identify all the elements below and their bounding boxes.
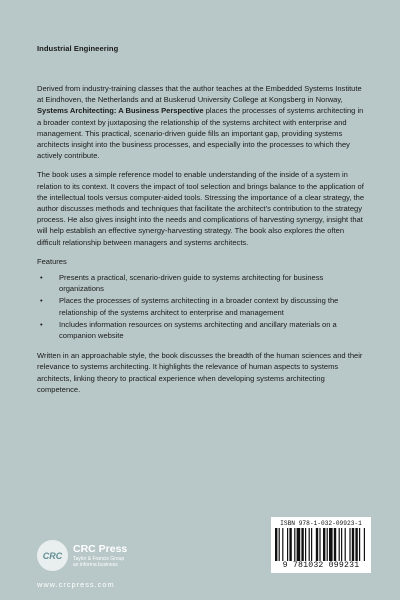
- publisher-url[interactable]: www.crcpress.com: [37, 580, 115, 589]
- barcode-bar: [297, 528, 301, 561]
- feature-item: [37, 272, 367, 294]
- barcode-bar: [355, 528, 357, 561]
- intro-text-end: places the processes of systems architecting in a broader context by juxtaposing the relationship of the systems architect with enterprise and management. This practical, scenario-driven guide fills an important gap, providing systems architects insight into the business processes, and especially into the processes to which they actively contribute.: [37, 106, 364, 161]
- barcode-bar: [282, 528, 283, 561]
- barcode-icon: [275, 528, 367, 561]
- feature-item: [37, 319, 367, 341]
- closing-paragraph: Written in an approachable style, the book discusses the breadth of the human sciences and their relevance to systems architecting. It highlights the relevance of human aspects to systems architects, linking theory to practical experience when developing systems architecting competence.: [37, 351, 363, 394]
- barcode-bar: [305, 528, 306, 561]
- barcode-bar: [279, 528, 280, 561]
- publisher-group: [73, 556, 124, 568]
- barcode-bar: [319, 528, 320, 561]
- isbn-barcode: [271, 517, 371, 573]
- bullet-icon: •: [40, 273, 43, 283]
- barcode-bar: [364, 528, 365, 561]
- barcode-bar: [345, 528, 346, 561]
- publisher-group-line: an informa business: [73, 562, 118, 568]
- feature-item: [37, 295, 367, 317]
- barcode-bar: [316, 528, 318, 561]
- barcode-bar: [311, 528, 312, 561]
- publisher-block: [37, 540, 187, 590]
- barcode-bar: [294, 528, 295, 561]
- features-heading: Features: [37, 256, 67, 266]
- bullet-icon: •: [40, 319, 43, 329]
- isbn-label: ISBN 978-1-032-09923-1: [280, 520, 362, 527]
- feature-text: Includes information resources on systems architecting and ancillary materials on a companion website: [59, 319, 337, 341]
- feature-text: Presents a practical, scenario-driven guide to systems architecting for business organizations: [59, 273, 324, 294]
- barcode-bar: [339, 528, 340, 561]
- barcode-bar: [275, 528, 277, 561]
- barcode-bar: [359, 528, 360, 561]
- description-paragraph: The book uses a simple reference model to enable understanding of the inside of a system in relation to its context. It covers the impact of tool selection and brings balance to the application of the intellectual tools versus computer-aided tools. Stressing the importance of a clear strategy, the author discusses methods and techniques that facilitate the architect’s contribution to the strategy process. He also gives insight into the needs and complications of harvesting synergy, insight that will help establish an effective synergy-harvesting strategy. The book also explores the often difficult relationship between managers and systems architects.: [37, 170, 365, 247]
- barcode-bar: [287, 528, 288, 561]
- barcode-bar: [329, 528, 333, 561]
- barcode-bar: [327, 528, 328, 561]
- back-cover-description: [37, 83, 367, 403]
- barcode-bar: [349, 528, 350, 561]
- feature-text: Places the processes of systems architecting in a broader context by discussing the relationship of the systems architect to enterprise and management: [59, 296, 339, 317]
- crc-logo-icon: [37, 540, 68, 571]
- barcode-bar: [341, 528, 342, 561]
- barcode-digits: 9 781032 099231: [282, 561, 360, 570]
- book-title: Systems Architecting: A Business Perspective: [37, 106, 204, 116]
- publisher-name: CRC Press: [73, 543, 128, 555]
- barcode-bar: [289, 528, 291, 561]
- publisher-group-line: Taylor & Francis Group: [73, 556, 125, 562]
- crc-logo-letters: CRC: [42, 550, 63, 561]
- barcode-bar: [301, 528, 303, 561]
- barcode-bar: [334, 528, 336, 561]
- barcode-bar: [309, 528, 310, 561]
- barcode-bar: [323, 528, 325, 561]
- bullet-icon: •: [40, 296, 43, 306]
- intro-text-start: Derived from industry-training classes that the author teaches at the Embedded Systems Institute at Eindhoven, the Netherlands and at Buskerud University College at Kongsberg in Norway,: [37, 84, 362, 105]
- barcode-bar: [352, 528, 354, 561]
- category-label: Industrial Engineering: [37, 44, 119, 53]
- features-list: [37, 272, 367, 341]
- intro-paragraph: [37, 83, 367, 161]
